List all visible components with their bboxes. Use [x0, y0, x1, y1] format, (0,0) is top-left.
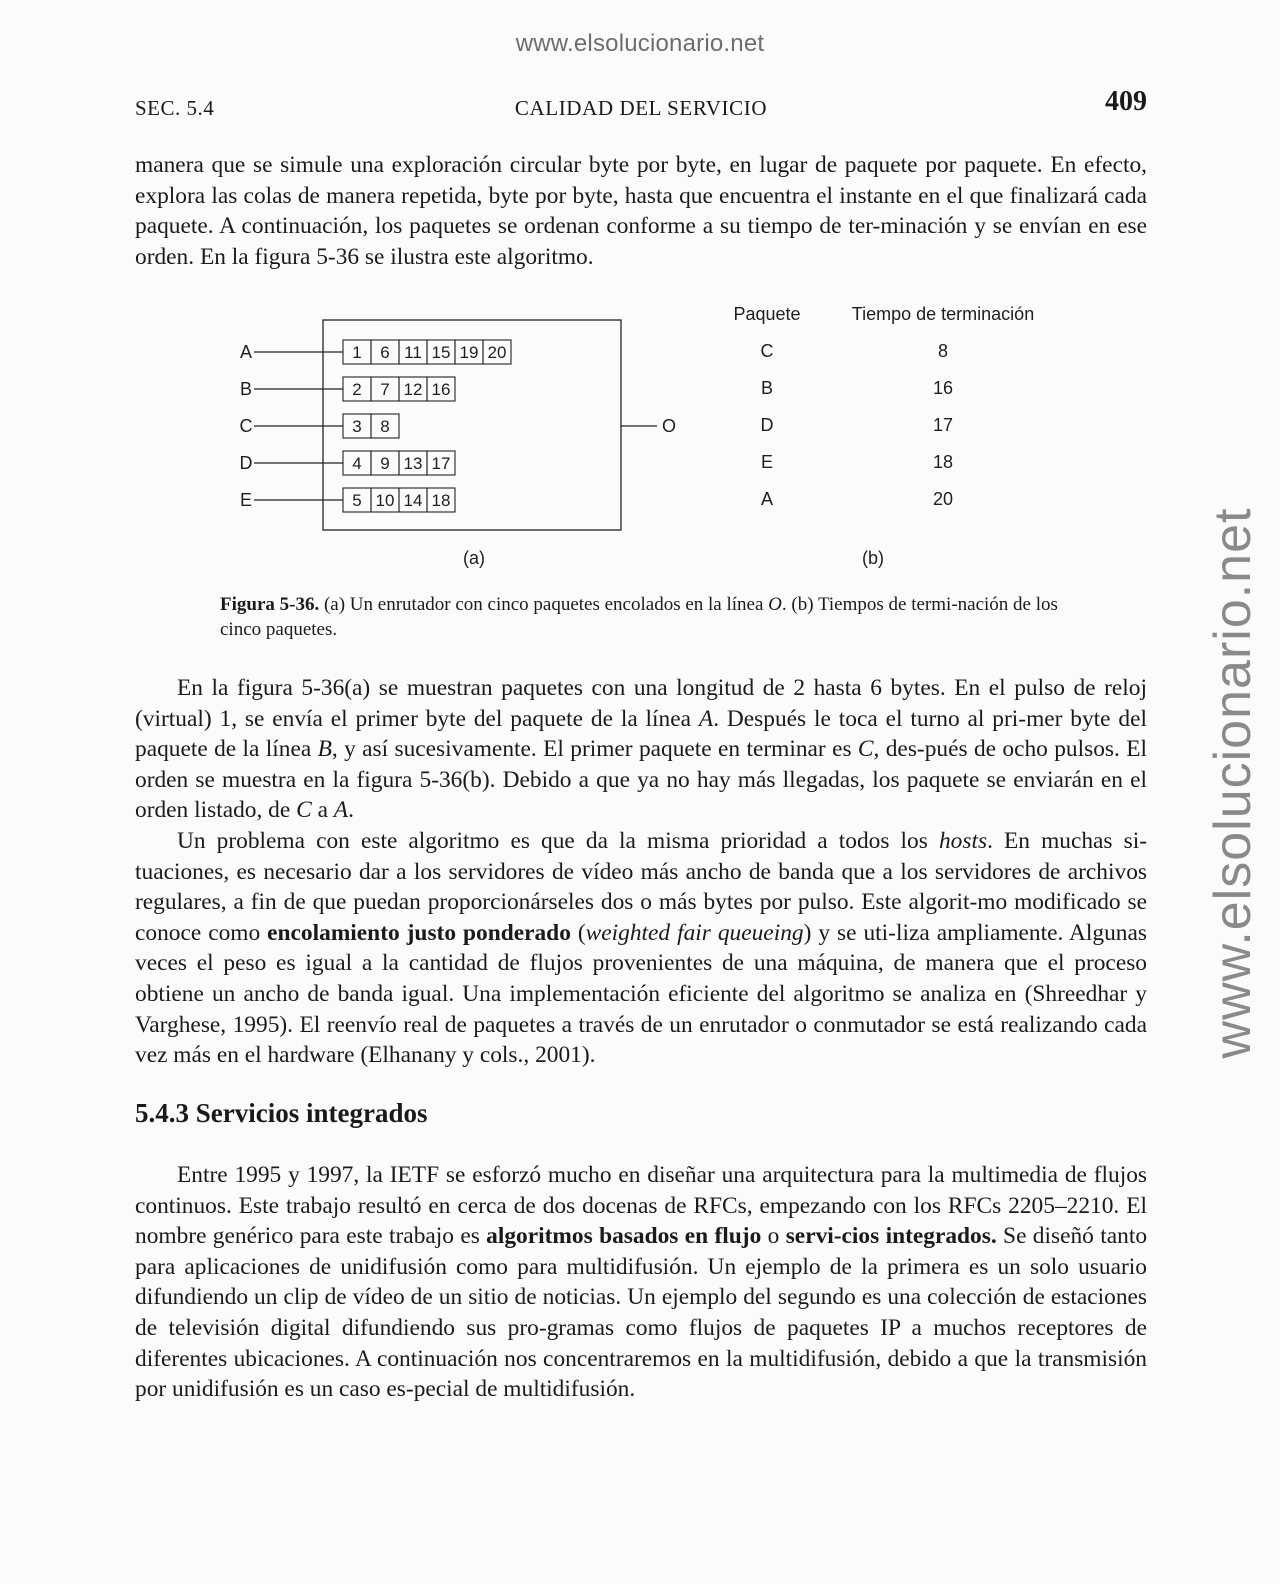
output-line-label: O [661, 416, 677, 436]
page-number: 409 [1105, 86, 1147, 117]
chapter-section-title: CALIDAD DEL SERVICIO [514, 96, 768, 120]
text-run: Se diseñó tanto para aplicaciones de unidifusión como para multidifusión. Un ejemplo de la primera es un solo usuario difundiendo un clip de vídeo de un sitio de noticias. Un ejemplo del segundo es una colección de estaciones de televisión digital difundiendo sus pro-gramas como flujos de paquetes IP a muchos receptores de diferentes ubicaciones. A continuación nos concentraremos en la multidifusión, debido a que la transmisión por unidifusión es un caso es-pecial de multidifusión. [135, 1223, 1148, 1403]
bold-term: servi-cios integrados. [785, 1223, 997, 1250]
text-run: a [311, 797, 334, 824]
text-run: ( [570, 919, 586, 946]
table-cell-finish-time: 16 [932, 378, 954, 398]
italic-term: O [768, 594, 782, 615]
text-run: o [761, 1223, 786, 1250]
table-header: Paquete [733, 304, 801, 324]
packet-number: 12 [403, 380, 423, 399]
packet-number: 6 [380, 343, 390, 362]
section-heading: 5.4.3 Servicios integrados [135, 1098, 428, 1128]
section-number: SEC. 5.4 [135, 96, 215, 120]
italic-term: A [698, 705, 714, 732]
packet-number: 14 [403, 491, 423, 510]
figure-5-36 [0, 290, 1280, 580]
text-run: Entre 1995 y 1997, la IETF se esforzó mucho en diseñar una arquitectura para la multimedia de flujos continuos. Este trabajo resultó en cerca de dos docenas de RFCs, empezando con los RFCs 2205–2210. El nombre genérico para este trabajo es [135, 1162, 1147, 1250]
bold-term: Figura 5-36. [220, 594, 320, 615]
bold-term: algoritmos basados en flujo [486, 1223, 762, 1250]
italic-term: C [296, 797, 312, 824]
italic-term: A [333, 797, 349, 824]
table-cell-packet: A [760, 489, 774, 509]
italic-term: C [857, 736, 874, 763]
packet-number: 19 [459, 343, 479, 362]
table-cell-finish-time: 18 [932, 452, 954, 472]
table-cell-finish-time: 17 [932, 415, 954, 435]
packet-number: 10 [375, 491, 395, 510]
router-diagram [0, 290, 1280, 580]
paragraph-figure-explanation [135, 673, 1147, 826]
text-run: . (b) Tiempos de termi-nación de los cinco paquetes. [220, 594, 1058, 640]
packet-number: 17 [431, 454, 451, 473]
input-line-label: E [239, 490, 253, 510]
table-cell-finish-time: 8 [937, 341, 949, 361]
packet-number: 15 [431, 343, 451, 362]
text-run: , des-pués de ocho pulsos. El orden se muestra en la figura 5-36(b). Debido a que ya no hay más llegadas, los paquete se enviarán en el orden listado, de [135, 736, 1147, 824]
packet-number: 18 [431, 491, 451, 510]
packet-number: 9 [380, 454, 390, 473]
italic-term: hosts [938, 828, 988, 854]
table-cell-packet: B [760, 378, 774, 398]
text-run: Un problema con este algoritmo es que da la misma prioridad a todos los [177, 828, 939, 854]
packet-number: 1 [352, 343, 362, 362]
watermark-side: www.elsolucionario.net [1204, 507, 1262, 1059]
packet-number: 13 [403, 454, 423, 473]
table-cell-packet: C [760, 341, 774, 361]
paragraph-intro [135, 150, 1147, 272]
running-head [135, 86, 1147, 126]
packet-number: 7 [380, 380, 390, 399]
packet-number: 3 [352, 417, 362, 436]
input-line-label: D [239, 453, 253, 473]
packet-number: 11 [404, 343, 422, 362]
packet-number: 8 [380, 417, 390, 436]
subfigure-a-label: (a) [463, 548, 485, 568]
input-line-label: B [239, 379, 253, 399]
subfigure-b-label: (b) [862, 548, 884, 568]
table-cell-finish-time: 20 [932, 489, 954, 509]
table-header: Tiempo de terminación [851, 304, 1035, 324]
table-cell-packet: E [760, 452, 774, 472]
text-run: ) y se uti-liza ampliamente. Algunas veces el peso es igual a la cantidad de flujos provenientes de una máquina, de manera que el proceso obtiene un ancho de banda igual. Una implementación eficiente del algoritmo se analiza en (Shreedhar y Varghese, 1995). El reenvío real de paquetes a través de un enrutador o conmutador se está realizando cada vez más en el hardware (Elhanany y cols., 2001). [135, 919, 1147, 1069]
figure-caption [220, 592, 1080, 642]
packet-number: 4 [352, 454, 362, 473]
text-run: . En muchas si-tuaciones, es necesario dar a los servidores de vídeo más ancho de banda que a los servidores de archivos regulares, a fin de que puedan proporcionárseles dos o más bytes por pulso. Este algorit-mo modificado se conoce como [135, 828, 1148, 946]
watermark-top: www.elsolucionario.net [515, 30, 765, 57]
packet-number: 16 [431, 380, 451, 399]
text-run: . [348, 797, 354, 824]
text-run: . Después le toca el turno al pri-mer byte del paquete de la línea [135, 705, 1148, 763]
packet-number: 5 [352, 491, 362, 510]
text-run: (a) Un enrutador con cinco paquetes encolados en la línea [319, 594, 769, 615]
input-line-label: A [239, 342, 253, 362]
paragraph-weighted-fair-queueing [135, 826, 1147, 1071]
input-line-label: C [239, 416, 253, 436]
bold-term: encolamiento justo ponderado [267, 919, 571, 946]
text-run: En la figura 5-36(a) se muestran paquetes con una longitud de 2 hasta 6 bytes. En el pulso de reloj (virtual) 1, se envía el primer byte del paquete de la línea [135, 675, 1147, 732]
packet-number: 2 [352, 380, 362, 399]
paragraph-integrated-services [135, 1160, 1147, 1405]
packet-number: 20 [487, 343, 507, 362]
text-run: manera que se simule una exploración circular byte por byte, en lugar de paquete por paquete. En efecto, explora las colas de manera repetida, byte por byte, hasta que encuentra el instante en el que finalizará cada paquete. A continuación, los paquetes se ordenan conforme a su tiempo de ter-minación y se envían en ese orden. En la figura 5-36 se ilustra este algoritmo. [135, 152, 1147, 270]
table-cell-packet: D [760, 415, 774, 435]
italic-term: B [317, 736, 332, 763]
text-run: , y así sucesivamente. El primer paquete en terminar es [331, 736, 858, 763]
italic-term: weighted fair queueing [585, 919, 804, 946]
